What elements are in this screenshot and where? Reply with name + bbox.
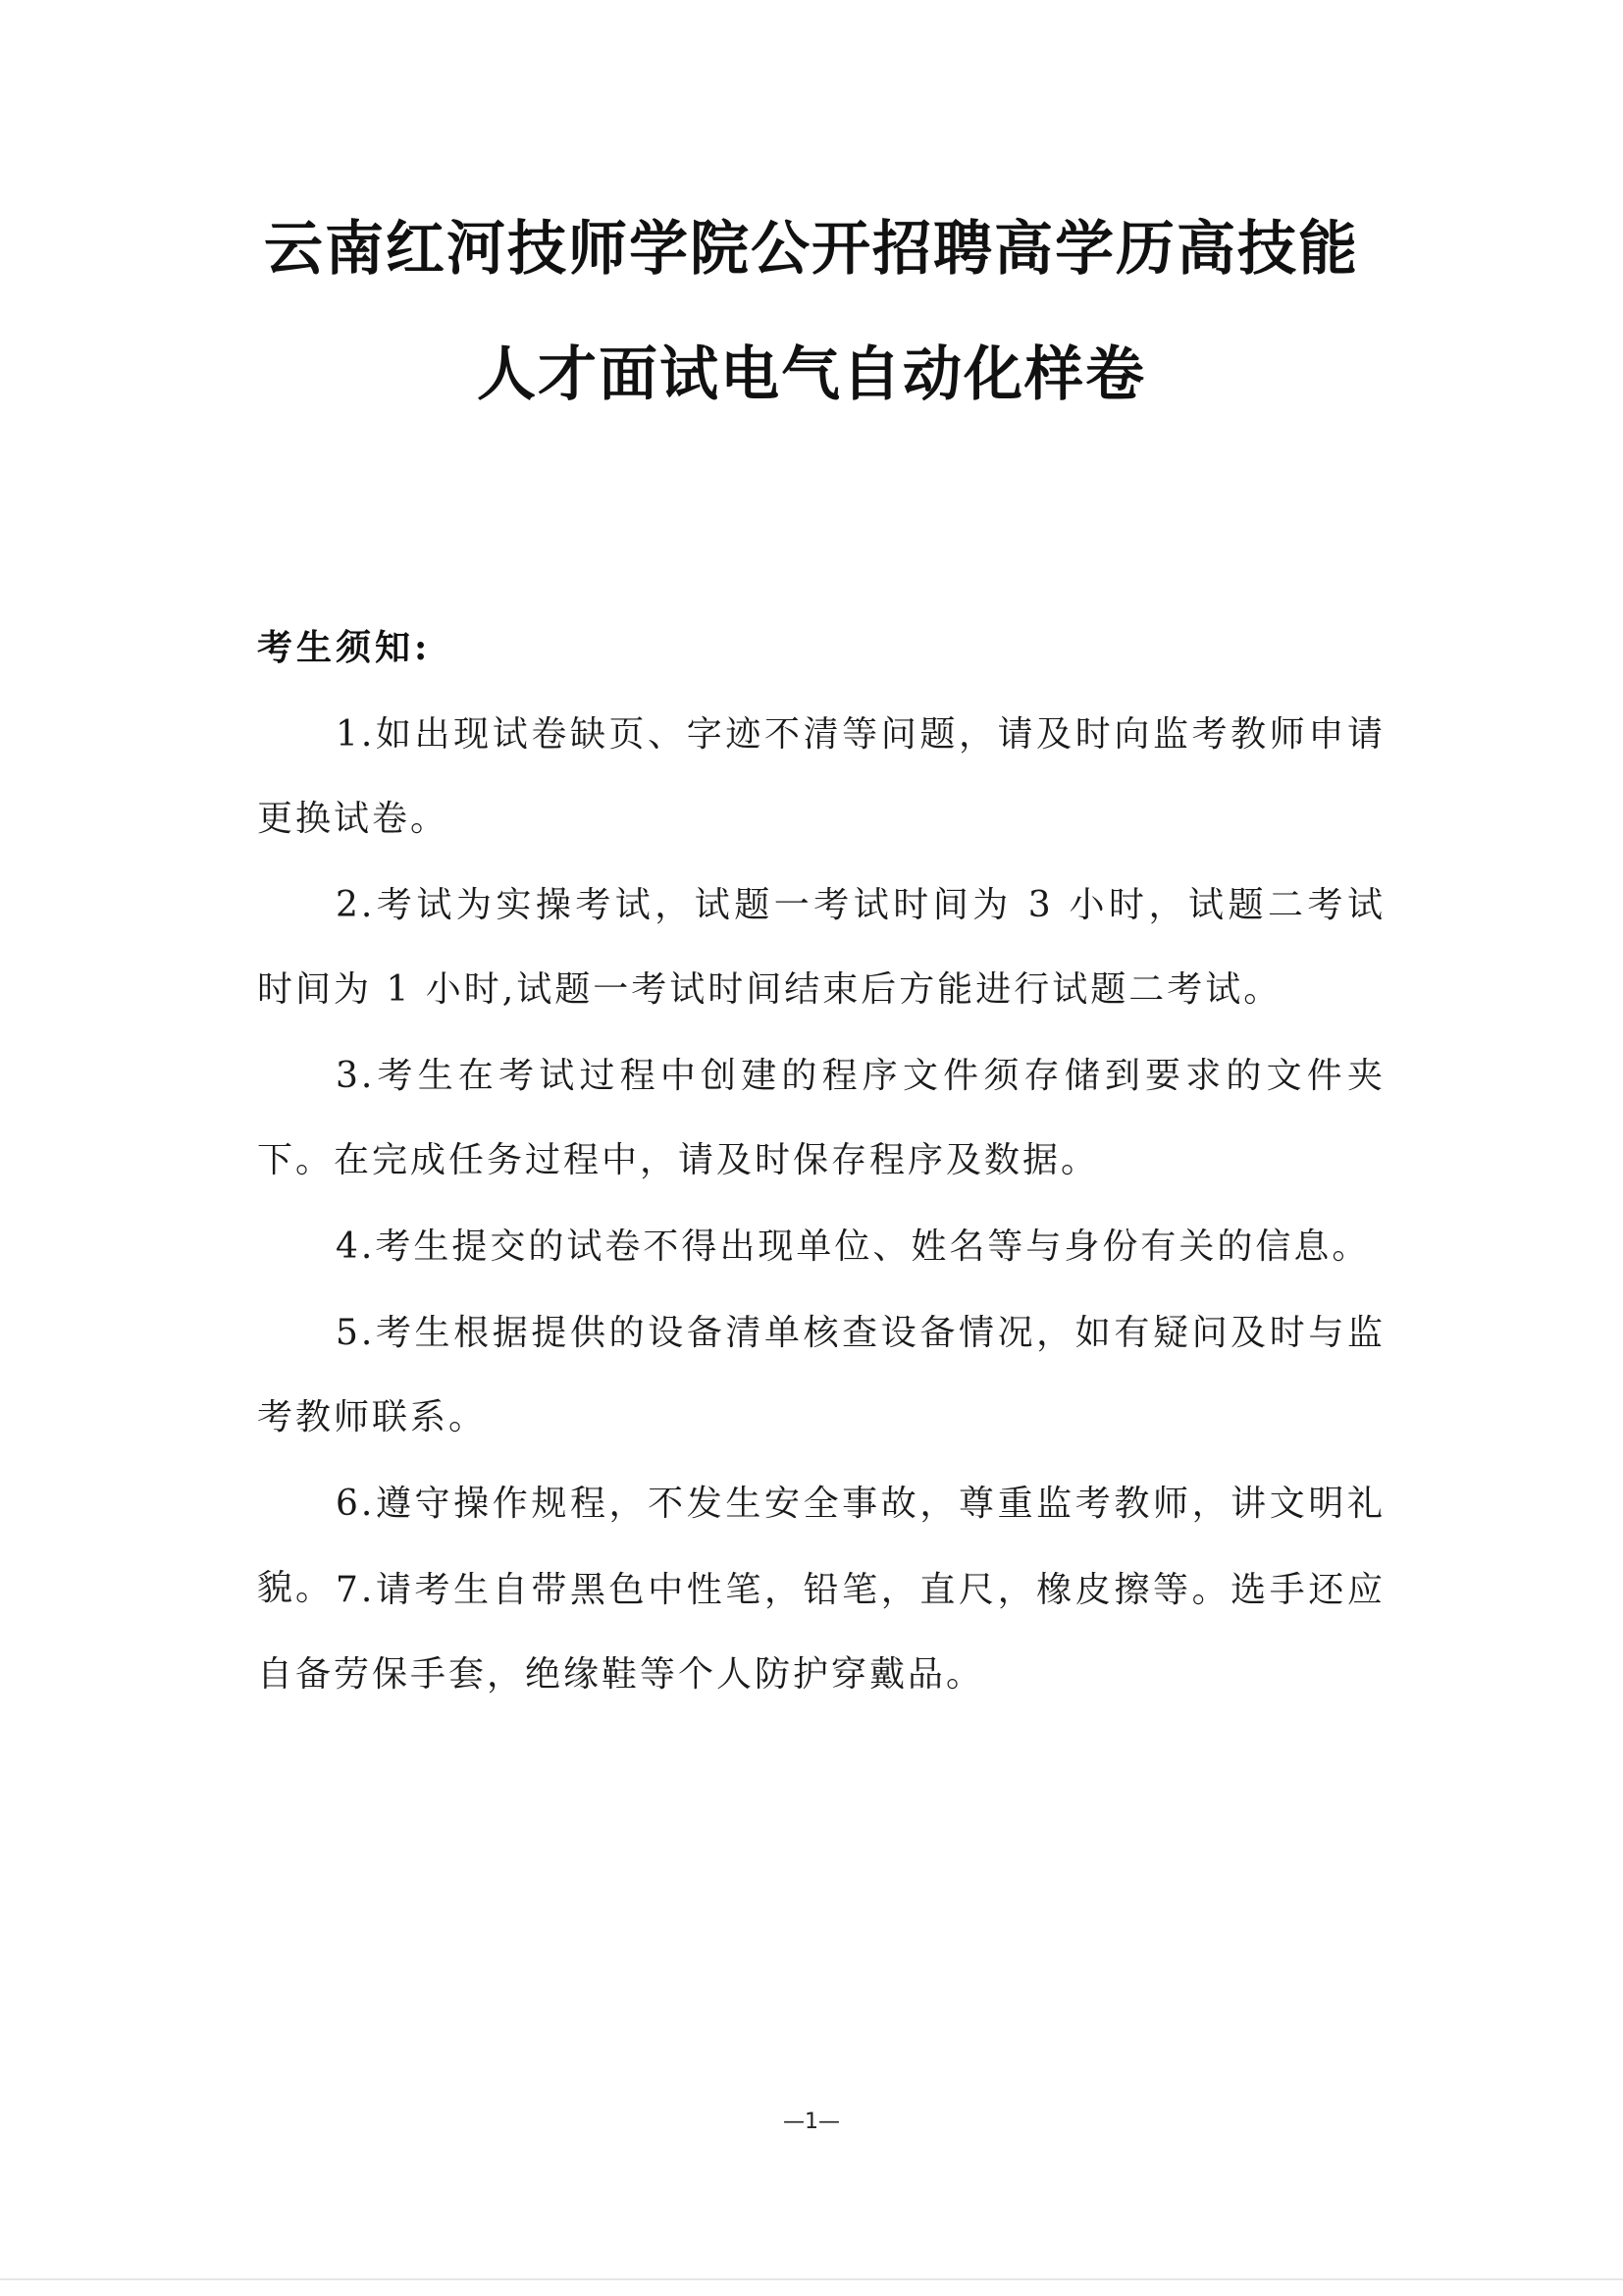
notice-heading: 考生须知: <box>257 627 432 668</box>
notice-item-3: 3.考生在考试过程中创建的程序文件须存储到要求的文件夹下。在完成任务过程中，请及时保存程序及数据。 <box>257 1056 1386 1180</box>
document-title-line-2: 人才面试电气自动化样卷 <box>477 340 1146 409</box>
notice-item-2: 2.考试为实操考试，试题一考试时间为 3 小时，试题二考试时间为 1 小时,试题一考试时间结束后方能进行试题二考试。 <box>257 885 1386 1010</box>
page-number: —1— <box>783 2110 840 2134</box>
document-title-line-1: 云南红河技师学院公开招聘高学历高技能 <box>264 215 1359 284</box>
notice-item-5: 5.考生根据提供的设备清单核查设备情况，如有疑问及时与监考教师联系。 <box>257 1313 1386 1437</box>
notice-item-1: 1.如出现试卷缺页、字迹不清等问题，请及时向监考教师申请更换试卷。 <box>257 714 1386 839</box>
notice-item-6: 6.遵守操作规程，不发生安全事故，尊重监考教师，讲文明礼貌。 <box>257 1484 1386 1608</box>
notice-item-7: 7.请考生自带黑色中性笔，铅笔，直尺，橡皮擦等。选手还应自备劳保手套，绝缘鞋等个人防护穿戴品。 <box>257 1570 1386 1695</box>
notice-item-4: 4.考生提交的试卷不得出现单位、姓名等与身份有关的信息。 <box>336 1226 1371 1267</box>
scan-edge-line <box>0 2278 1623 2280</box>
